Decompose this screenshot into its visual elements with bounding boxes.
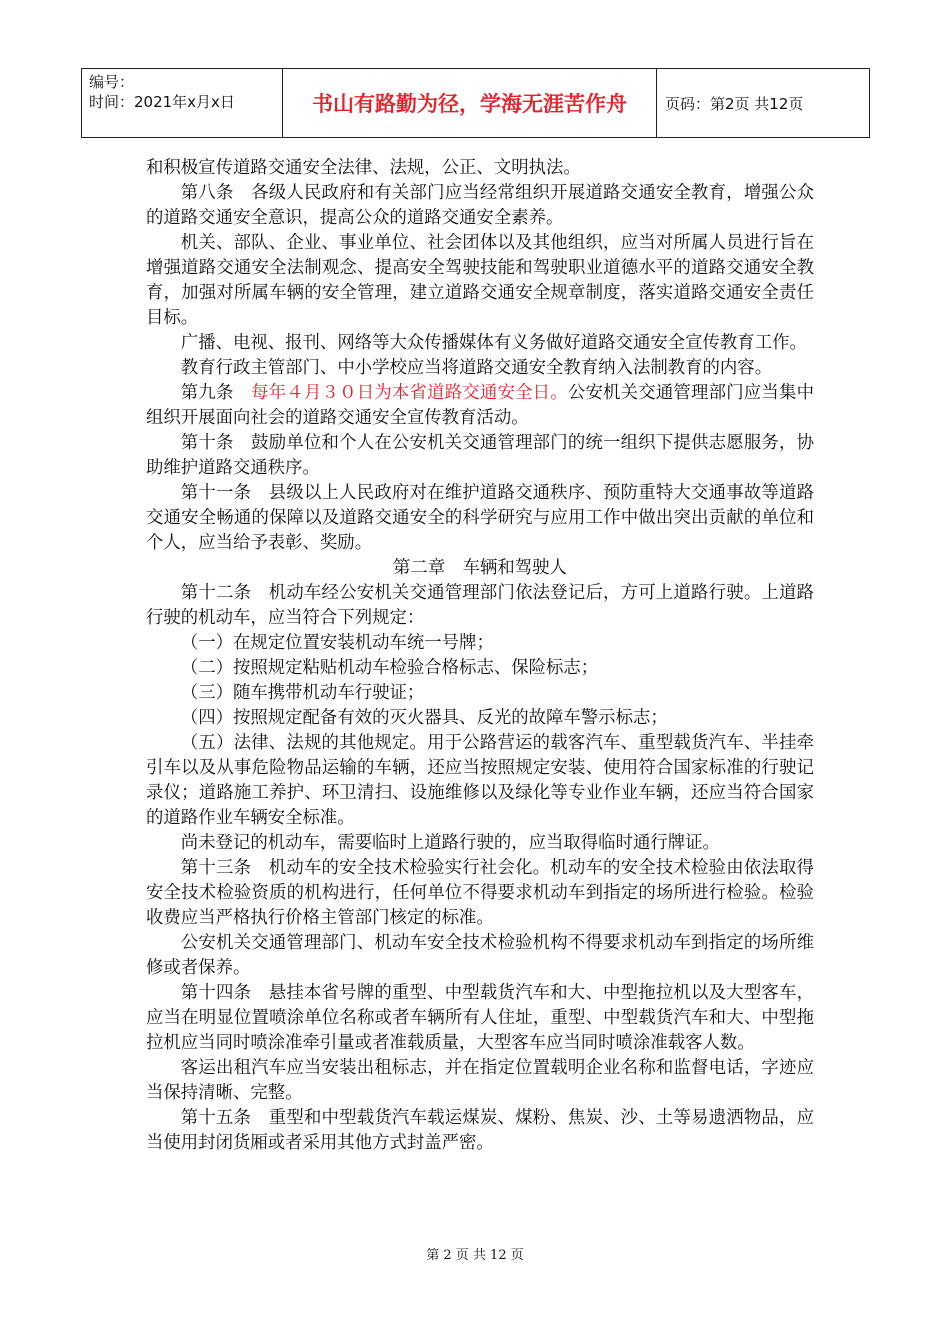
header-page-code: 页码：第2页 共12页	[665, 94, 804, 113]
paragraph	[146, 331, 814, 356]
paragraph	[146, 856, 814, 931]
paragraph-text: 第十二条 机动车经公安机关交通管理部门依法登记后，方可上道路行驶。上道路行驶的机动车，应当符合下列规定：	[146, 583, 814, 628]
paragraph-text: 机关、部队、企业、事业单位、社会团体以及其他组织，应当对所属人员进行旨在增强道路交通安全法制观念、提高安全驾驶技能和驾驶职业道德水平的道路交通安全教育，加强对所属车辆的安全管理，建立道路交通安全规章制度，落实道路交通安全责任目标。	[146, 233, 814, 328]
paragraph-text: 公安机关交通管理部门应当集中组织开展面向社会的道路交通安全宣传教育活动。	[146, 383, 814, 428]
paragraph	[146, 931, 814, 981]
paragraph-text: 客运出租汽车应当安装出租标志，并在指定位置载明企业名称和监督电话，字迹应当保持清晰、完整。	[146, 1058, 814, 1103]
chapter-heading	[146, 556, 814, 581]
paragraph-text: （四）按照规定配备有效的灭火器具、反光的故障车警示标志；	[180, 708, 668, 728]
paragraph-text: 教育行政主管部门、中小学校应当将道路交通安全教育纳入法制教育的内容。	[180, 358, 773, 378]
paragraph	[146, 356, 814, 381]
paragraph	[146, 431, 814, 481]
doc-number-label: 编号：	[89, 73, 135, 91]
paragraph-text: 广播、电视、报刊、网络等大众传播媒体有义务做好道路交通安全宣传教育工作。	[180, 333, 807, 353]
page-footer: 第 2 页 共 12 页	[426, 1248, 524, 1263]
paragraph	[146, 1056, 814, 1106]
paragraph	[146, 481, 814, 556]
article-number: 第九条	[180, 383, 252, 403]
paragraph-text: （三）随车携带机动车行驶证；	[180, 683, 425, 703]
paragraph-text: 公安机关交通管理部门、机动车安全技术检验机构不得要求机动车到指定的场所维修或者保养。	[146, 933, 814, 978]
page-header	[81, 68, 870, 138]
header-motto: 书山有路勤为径，学海无涯苦作舟	[283, 69, 657, 137]
paragraph-text: 第十条 鼓励单位和个人在公安机关交通管理部门的统一组织下提供志愿服务，协助维护道路交通秩序。	[146, 433, 814, 478]
paragraph-text: 第八条 各级人民政府和有关部门应当经常组织开展道路交通安全教育，增强公众的道路交通安全意识，提高公众的道路交通安全素养。	[146, 183, 814, 228]
paragraph-text: （一）在规定位置安装机动车统一号牌；	[180, 633, 494, 653]
paragraph	[146, 656, 814, 681]
paragraph	[146, 231, 814, 331]
paragraph-text: 第十四条 悬挂本省号牌的重型、中型载货汽车和大、中型拖拉机以及大型客车，应当在明显位置喷涂单位名称或者车辆所有人住址，重型、中型载货汽车和大、中型拖拉机应当同时喷涂准牵引量或者准载质量，大型客车应当同时喷涂准载客人数。	[146, 983, 814, 1053]
paragraph	[146, 631, 814, 656]
paragraph-text: 第十五条 重型和中型载货汽车载运煤炭、煤粉、焦炭、沙、土等易遗洒物品，应当使用封闭货厢或者采用其他方式封盖严密。	[146, 1108, 814, 1153]
date-label: 时间：2021年x月x日	[89, 93, 235, 111]
highlighted-text: 每年４月３０日为本省道路交通安全日。	[251, 383, 568, 403]
paragraph	[146, 1106, 814, 1156]
paragraph	[146, 681, 814, 706]
paragraph-text: 尚未登记的机动车，需要临时上道路行驶的，应当取得临时通行牌证。	[180, 833, 720, 853]
document-body	[146, 156, 814, 1156]
paragraph-text: （二）按照规定粘贴机动车检验合格标志、保险标志；	[180, 658, 599, 678]
paragraph	[146, 706, 814, 731]
header-meta	[82, 69, 283, 137]
paragraph-text: 第二章 车辆和驾驶人	[393, 558, 567, 578]
paragraph	[146, 581, 814, 631]
paragraph	[146, 181, 814, 231]
paragraph-text: （五）法律、法规的其他规定。用于公路营运的载客汽车、重型载货汽车、半挂牵引车以及从事危险物品运输的车辆，还应当按照规定安装、使用符合国家标准的行驶记录仪；道路施工养护、环卫清扫、设施维修以及绿化等专业作业车辆，还应当符合国家的道路作业车辆安全标准。	[146, 733, 814, 828]
paragraph-text: 和积极宣传道路交通安全法律、法规，公正、文明执法。	[146, 158, 581, 178]
paragraph	[146, 381, 814, 431]
paragraph-text: 第十一条 县级以上人民政府对在维护道路交通秩序、预防重特大交通事故等道路交通安全畅通的保障以及道路交通安全的科学研究与应用工作中做出突出贡献的单位和个人，应当给予表彰、奖励。	[146, 483, 814, 553]
paragraph	[146, 831, 814, 856]
paragraph	[146, 731, 814, 831]
paragraph	[146, 981, 814, 1056]
paragraph	[146, 156, 814, 181]
paragraph-text: 第十三条 机动车的安全技术检验实行社会化。机动车的安全技术检验由依法取得安全技术检验资质的机构进行，任何单位不得要求机动车到指定的场所进行检验。检验收费应当严格执行价格主管部门核定的标准。	[146, 858, 814, 928]
